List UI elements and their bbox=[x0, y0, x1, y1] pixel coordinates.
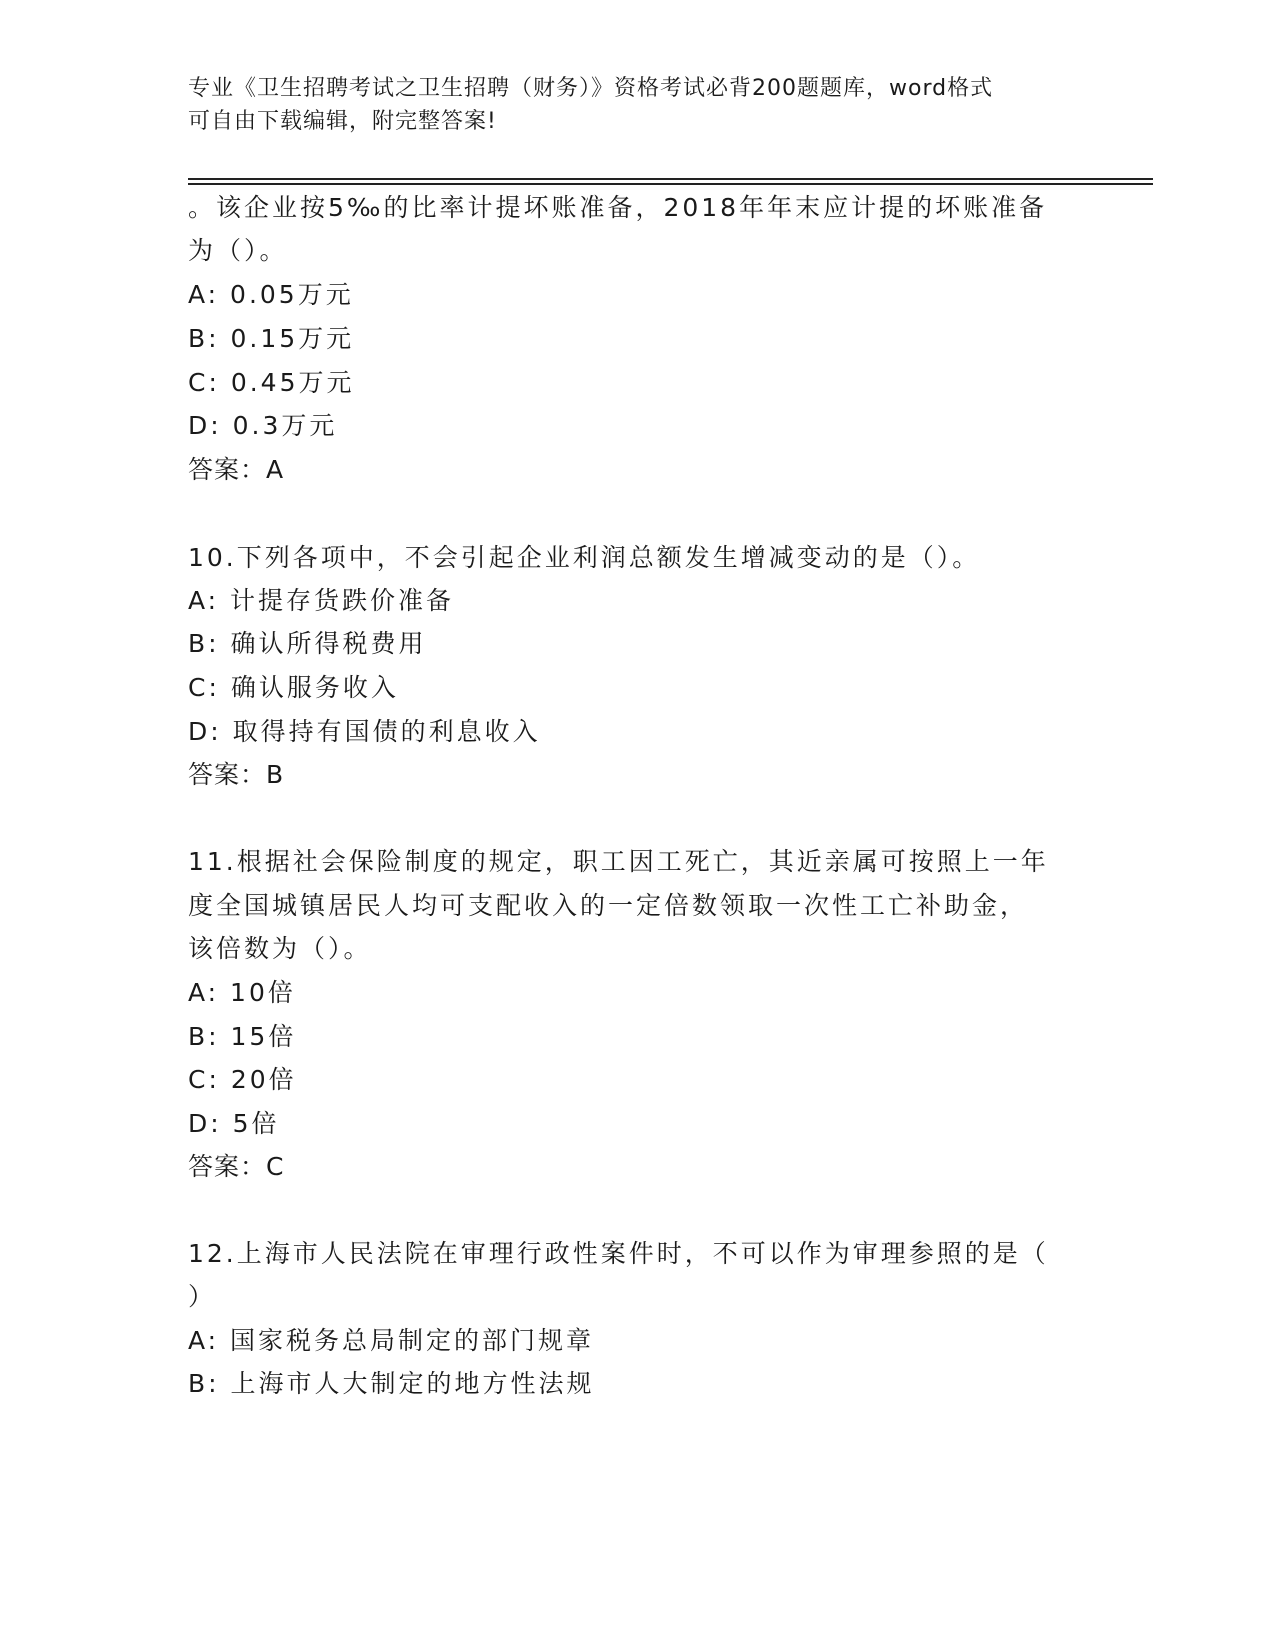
q12-option-b: B: 上海市人大制定的地方性法规 bbox=[188, 1369, 595, 1398]
header-divider-bottom bbox=[188, 183, 1153, 185]
q11-stem-line-2: 度全国城镇居民人均可支配收入的一定倍数领取一次性工亡补助金， bbox=[188, 891, 1029, 920]
q11-option-d: D: 5倍 bbox=[188, 1109, 280, 1138]
q9-option-a: A: 0.05万元 bbox=[188, 280, 354, 309]
header-title-line-2: 可自由下载编辑，附完整答案! bbox=[188, 109, 497, 134]
q10-answer: 答案：B bbox=[188, 760, 285, 789]
q10-option-d: D: 取得持有国债的利息收入 bbox=[188, 717, 541, 746]
q10-option-c: C: 确认服务收入 bbox=[188, 673, 399, 702]
q11-answer: 答案：C bbox=[188, 1152, 285, 1181]
q10-stem-line-1: 10.下列各项中，不会引起企业利润总额发生增减变动的是（）。 bbox=[188, 543, 981, 572]
q11-stem-line-1: 11.根据社会保险制度的规定，职工因工死亡，其近亲属可按照上一年 bbox=[188, 847, 1049, 876]
q9-stem-line-1: 。该企业按5‰的比率计提坏账准备，2018年年末应计提的坏账准备 bbox=[188, 193, 1048, 222]
q9-option-b: B: 0.15万元 bbox=[188, 324, 355, 353]
q11-option-a: A: 10倍 bbox=[188, 978, 296, 1007]
header-title-line-1: 专业《卫生招聘考试之卫生招聘（财务）》资格考试必背200题题库，word格式 bbox=[188, 76, 994, 101]
q12-stem-line-1: 12.上海市人民法院在审理行政性案件时，不可以作为审理参照的是（ bbox=[188, 1239, 1049, 1268]
q10-option-b: B: 确认所得税费用 bbox=[188, 629, 427, 658]
q11-option-b: B: 15倍 bbox=[188, 1022, 297, 1051]
q9-option-c: C: 0.45万元 bbox=[188, 368, 355, 397]
q11-option-c: C: 20倍 bbox=[188, 1065, 297, 1094]
q11-stem-line-3: 该倍数为（）。 bbox=[188, 934, 372, 963]
q9-stem-line-2: 为（）。 bbox=[188, 236, 288, 265]
q9-option-d: D: 0.3万元 bbox=[188, 411, 338, 440]
q12-stem-line-2: ） bbox=[188, 1282, 217, 1311]
q10-option-a: A: 计提存货跌价准备 bbox=[188, 586, 455, 615]
q9-answer: 答案：A bbox=[188, 455, 285, 484]
document-header bbox=[188, 72, 1088, 138]
q12-option-a: A: 国家税务总局制定的部门规章 bbox=[188, 1326, 595, 1355]
header-divider-top bbox=[188, 178, 1153, 180]
